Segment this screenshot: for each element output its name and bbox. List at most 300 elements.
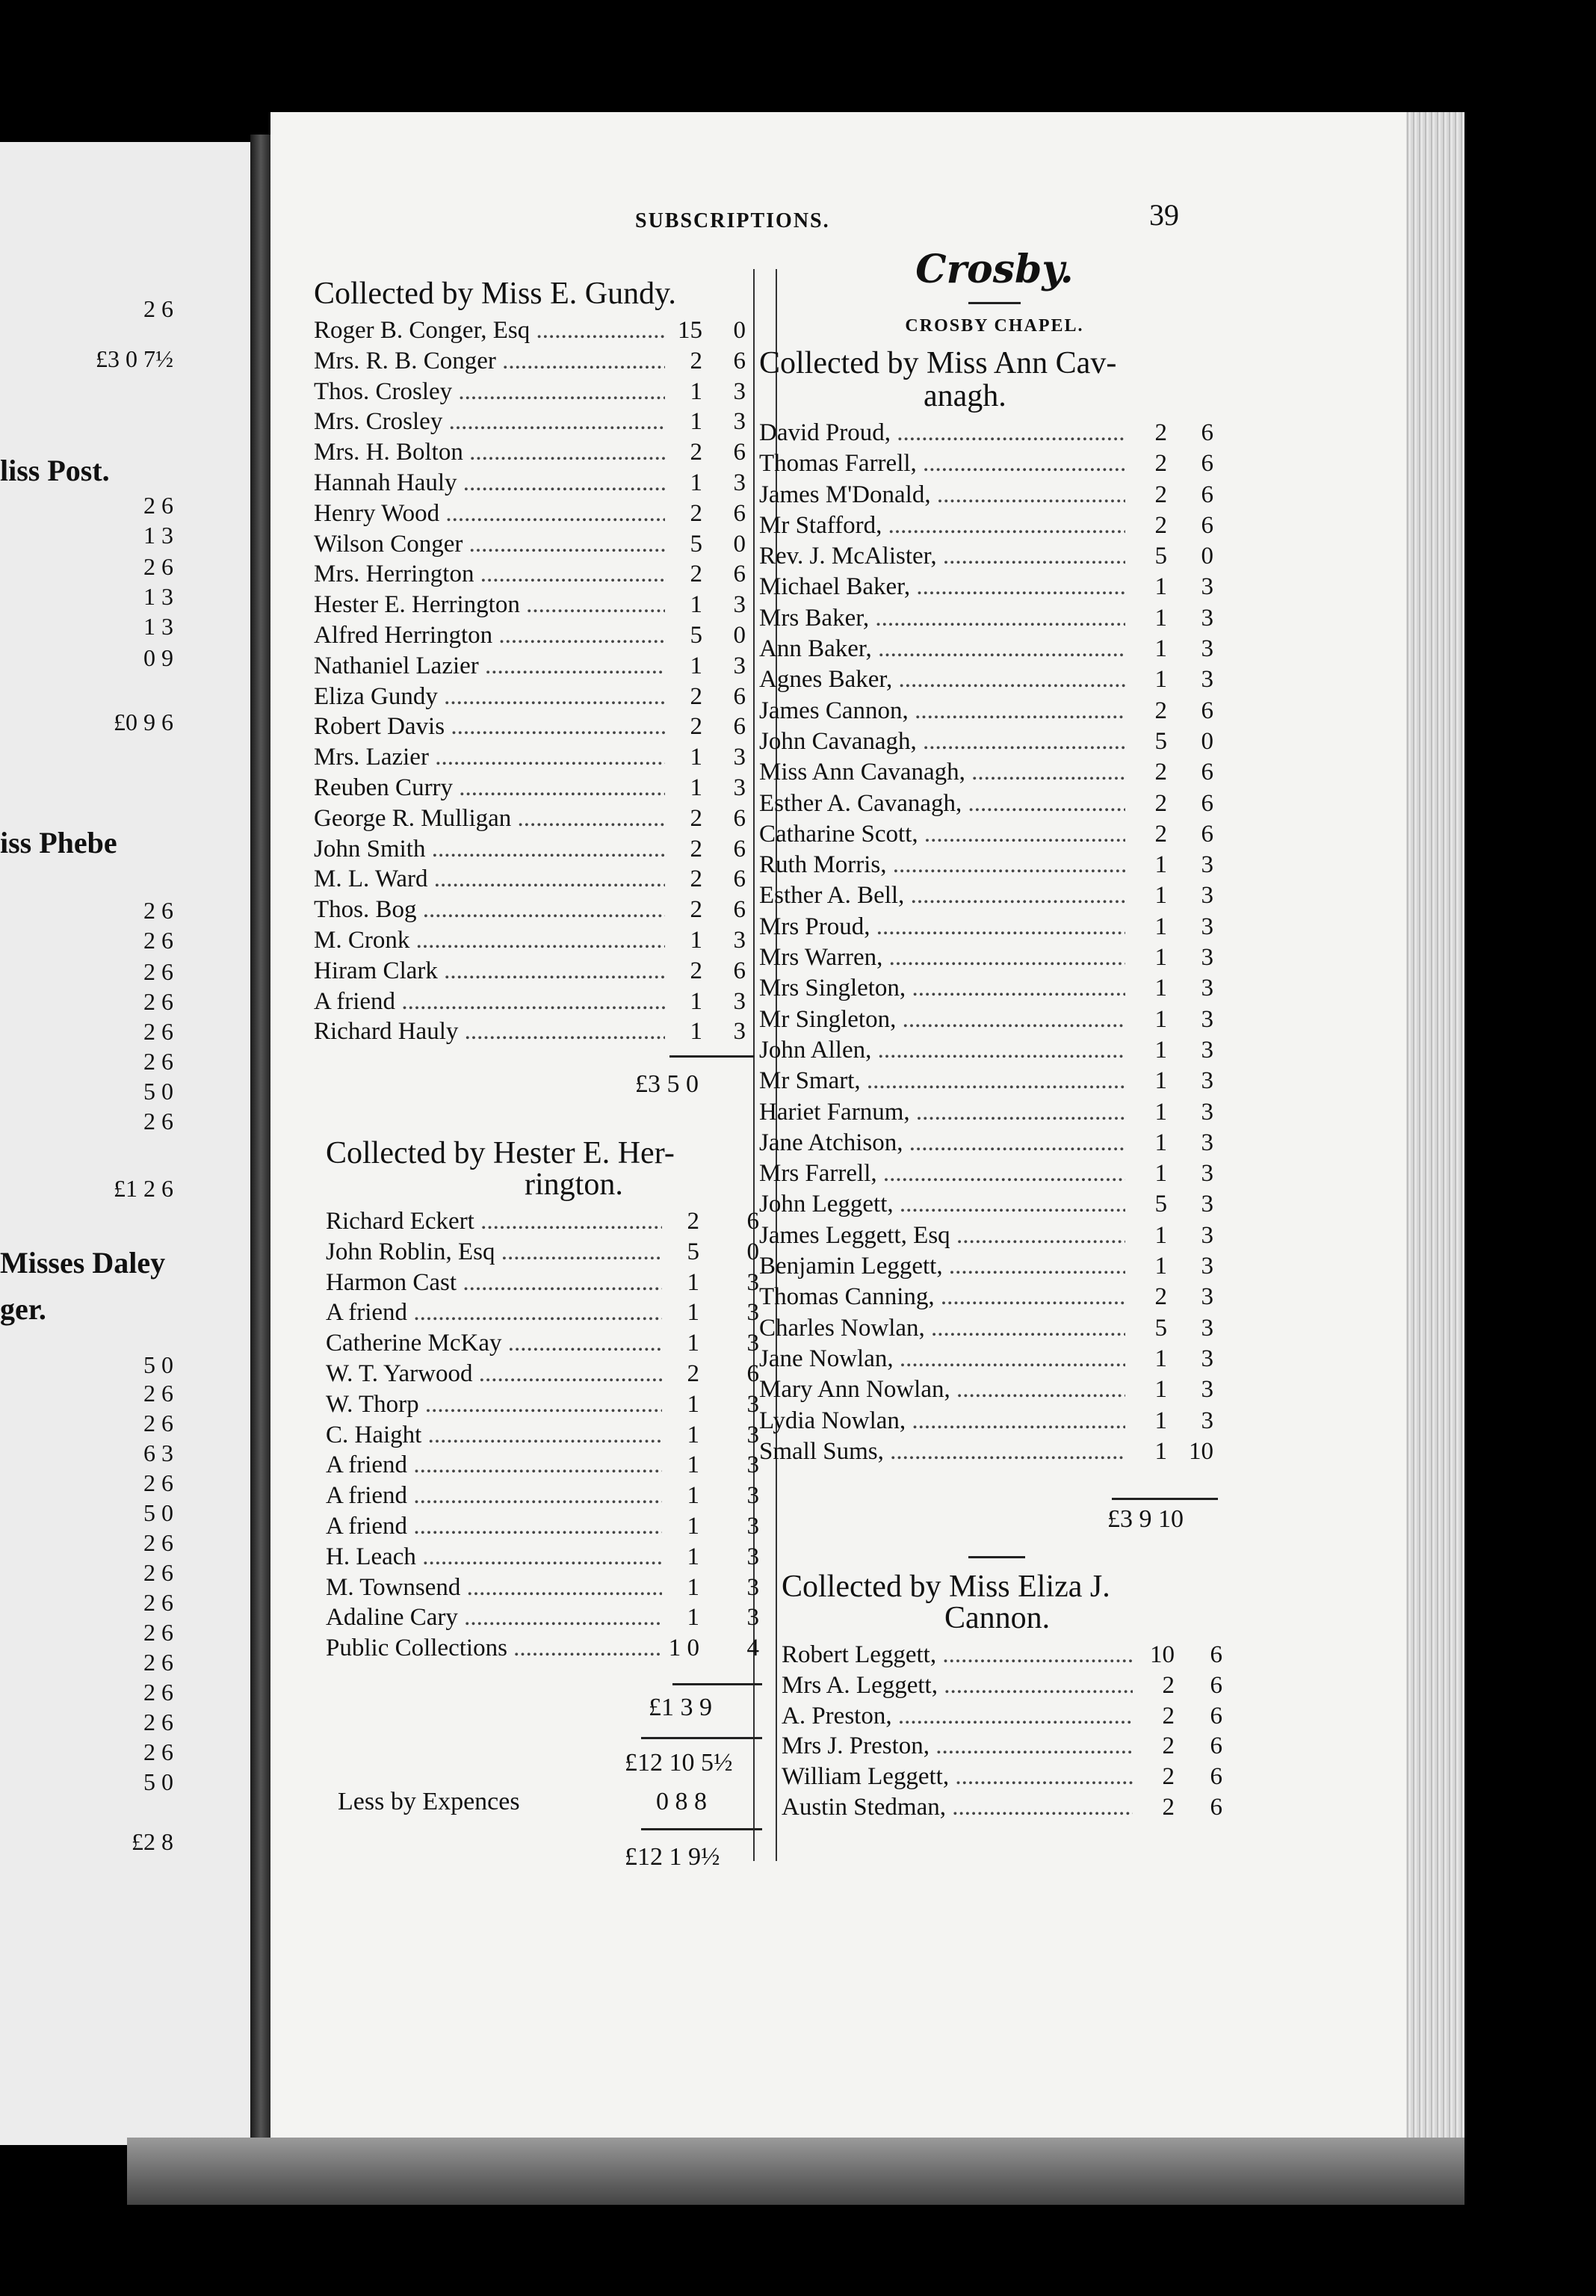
shillings: 5 bbox=[687, 1238, 699, 1265]
pence: 3 bbox=[1201, 1098, 1213, 1126]
left-page-fragment: 2 6 bbox=[143, 1529, 173, 1556]
pence: 3 bbox=[1201, 1345, 1213, 1372]
shillings: 2 bbox=[690, 439, 702, 466]
place-heading-rule bbox=[968, 302, 1021, 304]
pence: 3 bbox=[746, 1390, 759, 1418]
entry-row bbox=[782, 1762, 1230, 1792]
shillings: 15 bbox=[678, 317, 702, 344]
pence: 3 bbox=[746, 1573, 759, 1601]
shillings: 1 bbox=[690, 744, 702, 771]
entry-row bbox=[314, 346, 755, 377]
entry-row bbox=[759, 1344, 1230, 1374]
entry-row bbox=[326, 1297, 767, 1328]
pence: 3 bbox=[1201, 666, 1213, 694]
subscriber-name: A friend ..... bbox=[326, 1450, 662, 1481]
entry-row bbox=[782, 1701, 1230, 1732]
subscriber-name: John Smith ..... bbox=[314, 834, 665, 865]
left-page-fragment: 2 6 bbox=[143, 1709, 173, 1735]
subscriber-name: Mrs J. Preston, ..... bbox=[782, 1731, 1133, 1762]
pence: 3 bbox=[1201, 1283, 1213, 1311]
left-page-fragment: 2 6 bbox=[143, 1679, 173, 1706]
pence: 3 bbox=[733, 408, 746, 436]
pence: 10 bbox=[1189, 1437, 1213, 1465]
pence: 4 bbox=[746, 1635, 759, 1662]
left-page-fragment: 2 6 bbox=[143, 927, 173, 954]
left-page-fragment: ger. bbox=[0, 1292, 46, 1326]
shillings: 2 bbox=[687, 1360, 699, 1387]
pence: 6 bbox=[1210, 1763, 1222, 1791]
subscriber-name: Austin Stedman, ..... bbox=[782, 1792, 1133, 1823]
pence: 3 bbox=[733, 987, 746, 1015]
subscriber-name: H. Leach ..... bbox=[326, 1542, 662, 1573]
subscriber-name: M. Cronk ..... bbox=[314, 925, 665, 956]
entry-row bbox=[782, 1670, 1230, 1701]
shillings: 1 bbox=[1154, 882, 1167, 910]
pence: 3 bbox=[746, 1543, 759, 1570]
shillings: 2 bbox=[1162, 1732, 1175, 1760]
left-page-fragment: 2 6 bbox=[143, 1649, 173, 1676]
pence: 3 bbox=[733, 926, 746, 954]
subscriber-name: Michael Baker, ..... bbox=[759, 572, 1125, 602]
subscriber-name: Small Sums, ..... bbox=[759, 1436, 1125, 1467]
subscriber-name: David Proud, ..... bbox=[759, 418, 1125, 448]
shillings: 2 bbox=[690, 896, 702, 924]
entry-row bbox=[314, 682, 755, 712]
left-page-fragment: £1 2 6 bbox=[114, 1175, 173, 1202]
entry-row bbox=[759, 942, 1230, 973]
entry-row bbox=[759, 1220, 1230, 1251]
pence: 3 bbox=[746, 1451, 759, 1479]
entry-row bbox=[759, 726, 1230, 757]
subscriber-name: Richard Eckert ..... bbox=[326, 1206, 662, 1237]
shillings: 2 bbox=[690, 561, 702, 588]
shillings: 1 bbox=[687, 1543, 699, 1570]
entry-row bbox=[759, 418, 1230, 448]
subscriber-name: Mrs. Lazier ..... bbox=[314, 742, 665, 773]
pence: 6 bbox=[733, 561, 746, 588]
left-page-fragment: 5 0 bbox=[143, 1078, 173, 1105]
subscriber-name: Mrs. Crosley ..... bbox=[314, 407, 665, 437]
entry-row bbox=[759, 696, 1230, 726]
entry-row bbox=[314, 315, 755, 346]
pence: 3 bbox=[733, 377, 746, 405]
entry-row bbox=[326, 1206, 767, 1237]
shillings: 2 bbox=[690, 835, 702, 862]
pence: 3 bbox=[733, 469, 746, 496]
shillings: 2 bbox=[1154, 450, 1167, 478]
pence: 3 bbox=[746, 1512, 759, 1540]
entry-row bbox=[326, 1359, 767, 1389]
book-gutter bbox=[250, 135, 271, 2167]
shillings: 1 bbox=[1154, 1036, 1167, 1064]
subscriber-name: C. Haight ..... bbox=[326, 1420, 662, 1451]
pence: 3 bbox=[1201, 1005, 1213, 1033]
subscriber-name: Richard Hauly ..... bbox=[314, 1016, 665, 1047]
cannon-entries bbox=[782, 1640, 1230, 1823]
pence: 6 bbox=[733, 347, 746, 374]
pence: 6 bbox=[733, 896, 746, 924]
pence: 6 bbox=[1210, 1702, 1222, 1729]
left-page-fragment: 2 6 bbox=[143, 988, 173, 1015]
shillings: 1 bbox=[690, 591, 702, 619]
subscriber-name: Alfred Herrington ..... bbox=[314, 620, 665, 651]
subscriber-name: Jane Nowlan, ..... bbox=[759, 1344, 1125, 1374]
shillings: 1 bbox=[690, 774, 702, 801]
shillings: 2 bbox=[1154, 820, 1167, 848]
entry-row bbox=[326, 1573, 767, 1603]
pence: 3 bbox=[746, 1268, 759, 1296]
pence: 3 bbox=[1201, 604, 1213, 632]
less-expences-label: Less by Expences bbox=[338, 1788, 520, 1815]
entry-row bbox=[759, 1066, 1230, 1096]
entry-row bbox=[326, 1542, 767, 1573]
left-page-fragment: 2 6 bbox=[143, 1018, 173, 1045]
pence: 3 bbox=[1201, 1067, 1213, 1095]
entry-row bbox=[314, 590, 755, 620]
cavanagh-total-rule bbox=[1112, 1498, 1218, 1500]
herrington-grand-rule bbox=[641, 1737, 762, 1739]
section-title-gundy: Collected by Miss E. Gundy. bbox=[314, 277, 676, 311]
left-page-fragment: £2 8 bbox=[132, 1828, 173, 1855]
cannon-heading-rule bbox=[968, 1556, 1025, 1558]
entry-row bbox=[782, 1731, 1230, 1762]
book-bottom-edge bbox=[127, 2138, 1464, 2205]
subscriber-name: A. Preston, ..... bbox=[782, 1701, 1133, 1732]
pence: 6 bbox=[746, 1208, 759, 1235]
entry-row bbox=[314, 803, 755, 834]
shillings: 2 bbox=[690, 499, 702, 527]
entry-row bbox=[759, 480, 1230, 510]
left-page-fragment: iss Phebe bbox=[0, 826, 117, 860]
pence: 3 bbox=[1201, 882, 1213, 910]
pence: 3 bbox=[733, 652, 746, 679]
shillings: 1 bbox=[690, 469, 702, 496]
shillings: 2 bbox=[1162, 1763, 1175, 1791]
shillings: 5 bbox=[1154, 543, 1167, 570]
subscriber-name: Nathaniel Lazier ..... bbox=[314, 651, 665, 682]
subscriber-name: Mrs Farrell, ..... bbox=[759, 1158, 1125, 1189]
pence: 6 bbox=[1210, 1671, 1222, 1699]
pence: 3 bbox=[746, 1299, 759, 1327]
pence: 3 bbox=[1201, 635, 1213, 663]
subscriber-name: James Leggett, Esq ..... bbox=[759, 1220, 1125, 1251]
pence: 6 bbox=[1210, 1793, 1222, 1821]
subscriber-name: Miss Ann Cavanagh, ..... bbox=[759, 757, 1125, 788]
entry-row bbox=[314, 499, 755, 529]
gundy-total: £3 5 0 bbox=[635, 1070, 699, 1098]
shillings: 1 bbox=[1154, 573, 1167, 601]
pence: 3 bbox=[1201, 1221, 1213, 1249]
subscriber-name: Mrs Warren, ..... bbox=[759, 942, 1125, 973]
entry-row bbox=[759, 510, 1230, 541]
subscriber-name: Mrs A. Leggett, ..... bbox=[782, 1670, 1133, 1701]
left-page-fragment: 2 6 bbox=[143, 1410, 173, 1436]
left-page-fragment: 2 6 bbox=[143, 1048, 173, 1075]
pence: 3 bbox=[1201, 1376, 1213, 1404]
left-page-fragment: 5 0 bbox=[143, 1499, 173, 1526]
shillings: 2 bbox=[690, 865, 702, 893]
entry-row bbox=[326, 1268, 767, 1298]
entry-row bbox=[326, 1633, 767, 1664]
shillings: 1 bbox=[1154, 944, 1167, 972]
column-gundy bbox=[314, 277, 755, 1047]
pence: 3 bbox=[1201, 913, 1213, 940]
shillings: 1 bbox=[1154, 1221, 1167, 1249]
subscriber-name: M. L. Ward ..... bbox=[314, 864, 665, 895]
left-page-fragment: 2 6 bbox=[143, 553, 173, 580]
subscriber-name: Hannah Hauly ..... bbox=[314, 468, 665, 499]
shillings: 2 bbox=[690, 682, 702, 710]
subscriber-name: M. Townsend ..... bbox=[326, 1573, 662, 1603]
shillings: 2 bbox=[1154, 419, 1167, 446]
column-cannon bbox=[782, 1570, 1230, 1823]
pence: 6 bbox=[1201, 820, 1213, 848]
section-title-herrington-2: rington. bbox=[525, 1167, 623, 1202]
subscriber-name: A friend ..... bbox=[326, 1297, 662, 1328]
pence: 3 bbox=[1201, 1314, 1213, 1342]
entry-row bbox=[759, 880, 1230, 911]
left-page-fragment: liss Post. bbox=[0, 454, 110, 487]
section-title-herrington-1: Collected by Hester E. Her- bbox=[326, 1136, 675, 1170]
entry-row bbox=[314, 620, 755, 651]
shillings: 1 bbox=[1154, 604, 1167, 632]
shillings: 1 bbox=[1154, 666, 1167, 694]
pence: 6 bbox=[733, 957, 746, 984]
pence: 6 bbox=[733, 865, 746, 893]
subscriber-name: Mary Ann Nowlan, ..... bbox=[759, 1374, 1125, 1405]
entry-row bbox=[314, 559, 755, 590]
shillings: 2 bbox=[1162, 1793, 1175, 1821]
shillings: 1 bbox=[690, 1018, 702, 1046]
left-page-fragment: 5 0 bbox=[143, 1768, 173, 1795]
subscriber-name: Mrs Singleton, ..... bbox=[759, 973, 1125, 1004]
subscriber-name: A friend ..... bbox=[314, 987, 665, 1017]
subscriber-name: Mr Stafford, ..... bbox=[759, 510, 1125, 541]
pence: 3 bbox=[746, 1482, 759, 1510]
entry-row bbox=[759, 603, 1230, 634]
shillings: 1 bbox=[687, 1330, 699, 1357]
subscriber-name: Lydia Nowlan, ..... bbox=[759, 1406, 1125, 1436]
subscriber-name: W. T. Yarwood ..... bbox=[326, 1359, 662, 1389]
entry-row bbox=[314, 712, 755, 742]
subscriber-name: Mrs. H. Bolton ..... bbox=[314, 437, 665, 468]
left-page-fragment: 1 3 bbox=[143, 613, 173, 640]
pence: 3 bbox=[733, 1018, 746, 1046]
subscriber-name: George R. Mulligan ..... bbox=[314, 803, 665, 834]
shillings: 2 bbox=[1154, 481, 1167, 508]
subscriber-name: Rev. J. McAlister, ..... bbox=[759, 541, 1125, 572]
shillings: 2 bbox=[690, 957, 702, 984]
subscriber-name: Thomas Farrell, ..... bbox=[759, 448, 1125, 479]
entry-row bbox=[314, 437, 755, 468]
entry-row bbox=[759, 789, 1230, 819]
herrington-net: £12 1 9½ bbox=[625, 1843, 720, 1871]
shillings: 5 bbox=[1154, 1191, 1167, 1218]
entry-row bbox=[314, 895, 755, 925]
subscriber-name: Esther A. Bell, ..... bbox=[759, 880, 1125, 911]
subscriber-name: Ruth Morris, ..... bbox=[759, 850, 1125, 880]
pence: 3 bbox=[1201, 573, 1213, 601]
shillings: 1 bbox=[1154, 1376, 1167, 1404]
entry-row bbox=[759, 819, 1230, 850]
shillings: 1 bbox=[1154, 1129, 1167, 1156]
left-page-fragment: 2 6 bbox=[143, 1559, 173, 1586]
left-page-fragment: £3 0 7½ bbox=[96, 345, 173, 372]
entry-row bbox=[759, 1035, 1230, 1066]
pence: 0 bbox=[1201, 727, 1213, 755]
left-page-fragment: 2 6 bbox=[143, 958, 173, 985]
entry-row bbox=[759, 1097, 1230, 1128]
pence: 6 bbox=[733, 499, 746, 527]
pence: 6 bbox=[1201, 481, 1213, 508]
shillings: 1 bbox=[690, 652, 702, 679]
column-crosby bbox=[759, 247, 1230, 1467]
left-page-fragment: Misses Daley bbox=[0, 1246, 166, 1280]
pence: 3 bbox=[1201, 1129, 1213, 1156]
pence: 3 bbox=[746, 1421, 759, 1448]
pence: 0 bbox=[733, 317, 746, 344]
herrington-net-rule bbox=[641, 1828, 762, 1830]
pence: 6 bbox=[733, 835, 746, 862]
entry-row bbox=[759, 973, 1230, 1004]
entry-row bbox=[326, 1602, 767, 1633]
pence: 6 bbox=[733, 713, 746, 741]
subscriber-name: William Leggett, ..... bbox=[782, 1762, 1133, 1792]
entry-row bbox=[314, 468, 755, 499]
entry-row bbox=[759, 448, 1230, 479]
entry-row bbox=[759, 1128, 1230, 1158]
pence: 3 bbox=[1201, 944, 1213, 972]
shillings: 1 bbox=[1154, 1345, 1167, 1372]
entry-row bbox=[326, 1237, 767, 1268]
shillings: 1 bbox=[687, 1451, 699, 1479]
subscriber-name: Esther A. Cavanagh, ..... bbox=[759, 789, 1125, 819]
pence: 3 bbox=[1201, 1407, 1213, 1434]
shillings: 1 0 bbox=[668, 1635, 699, 1662]
shillings: 2 bbox=[1162, 1702, 1175, 1729]
entry-row bbox=[759, 572, 1230, 602]
subscriber-name: Thomas Canning, ..... bbox=[759, 1282, 1125, 1312]
shillings: 1 bbox=[687, 1268, 699, 1296]
pence: 3 bbox=[746, 1330, 759, 1357]
shillings: 1 bbox=[690, 408, 702, 436]
herrington-entries bbox=[326, 1206, 767, 1664]
pence: 3 bbox=[746, 1604, 759, 1632]
subscriber-name: Robert Davis ..... bbox=[314, 712, 665, 742]
subscriber-name: Robert Leggett, ..... bbox=[782, 1640, 1133, 1670]
pence: 3 bbox=[733, 591, 746, 619]
pence: 6 bbox=[1201, 759, 1213, 786]
shillings: 1 bbox=[1154, 1160, 1167, 1188]
subscriber-name: Mr Smart, ..... bbox=[759, 1066, 1125, 1096]
subscriber-name: John Leggett, ..... bbox=[759, 1189, 1125, 1220]
entry-row bbox=[759, 541, 1230, 572]
shillings: 1 bbox=[687, 1573, 699, 1601]
left-page-fragment: 2 6 bbox=[143, 1589, 173, 1616]
shillings: 5 bbox=[1154, 727, 1167, 755]
entry-row bbox=[314, 529, 755, 560]
left-page-fragment: 0 9 bbox=[143, 644, 173, 671]
shillings: 1 bbox=[687, 1512, 699, 1540]
shillings: 1 bbox=[1154, 975, 1167, 1002]
entry-row bbox=[326, 1328, 767, 1359]
left-page-fragment: 1 3 bbox=[143, 522, 173, 549]
subscriber-name: Reuben Curry ..... bbox=[314, 773, 665, 803]
shillings: 1 bbox=[1154, 851, 1167, 879]
left-page-fragment: 2 6 bbox=[143, 1380, 173, 1407]
entry-row bbox=[759, 1313, 1230, 1344]
pence: 3 bbox=[1201, 1253, 1213, 1280]
entry-row bbox=[326, 1420, 767, 1451]
shillings: 2 bbox=[1154, 1283, 1167, 1311]
entry-row bbox=[314, 377, 755, 407]
pence: 3 bbox=[733, 774, 746, 801]
entry-row bbox=[314, 407, 755, 437]
shillings: 1 bbox=[1154, 1098, 1167, 1126]
entry-row bbox=[759, 1189, 1230, 1220]
shillings: 1 bbox=[687, 1421, 699, 1448]
entry-row bbox=[759, 850, 1230, 880]
shillings: 10 bbox=[1150, 1641, 1175, 1668]
pence: 6 bbox=[1201, 789, 1213, 817]
entry-row bbox=[759, 634, 1230, 664]
pence: 6 bbox=[1201, 419, 1213, 446]
subscriber-name: James M'Donald, ..... bbox=[759, 480, 1125, 510]
entry-row bbox=[326, 1511, 767, 1542]
shillings: 1 bbox=[1154, 1437, 1167, 1465]
entry-row bbox=[759, 1282, 1230, 1312]
subscriber-name: Eliza Gundy ..... bbox=[314, 682, 665, 712]
section-title-cannon-2: Cannon. bbox=[944, 1601, 1051, 1635]
shillings: 1 bbox=[690, 987, 702, 1015]
subscriber-name: Charles Nowlan, ..... bbox=[759, 1313, 1125, 1344]
pence: 0 bbox=[1201, 543, 1213, 570]
shillings: 2 bbox=[1162, 1671, 1175, 1699]
left-page-fragment: 2 6 bbox=[143, 1469, 173, 1496]
entry-row bbox=[314, 864, 755, 895]
pence: 3 bbox=[1201, 851, 1213, 879]
entry-row bbox=[759, 1251, 1230, 1282]
subscriber-name: Wilson Conger ..... bbox=[314, 529, 665, 560]
entry-row bbox=[759, 757, 1230, 788]
entry-row bbox=[759, 1374, 1230, 1405]
entry-row bbox=[759, 1004, 1230, 1035]
subscriber-name: Catharine Scott, ..... bbox=[759, 819, 1125, 850]
left-page-fragment: 2 6 bbox=[143, 1619, 173, 1646]
left-page-fragment: £0 9 6 bbox=[114, 709, 173, 735]
subscriber-name: Hester E. Herrington ..... bbox=[314, 590, 665, 620]
pence: 6 bbox=[1201, 450, 1213, 478]
pence: 6 bbox=[733, 804, 746, 832]
subscriber-name: Thos. Bog ..... bbox=[314, 895, 665, 925]
shillings: 2 bbox=[687, 1208, 699, 1235]
subscriber-name: John Cavanagh, ..... bbox=[759, 726, 1125, 757]
entry-row bbox=[314, 987, 755, 1017]
column-herrington bbox=[326, 1136, 767, 1664]
shillings: 1 bbox=[687, 1604, 699, 1632]
shillings: 1 bbox=[1154, 1067, 1167, 1095]
subscriber-name: Thos. Crosley ..... bbox=[314, 377, 665, 407]
left-page-fragment: 2 6 bbox=[143, 492, 173, 519]
place-heading: Crosby. bbox=[915, 247, 1074, 292]
subscriber-name: Catherine McKay ..... bbox=[326, 1328, 662, 1359]
left-page bbox=[0, 142, 250, 2145]
shillings: 1 bbox=[1154, 1407, 1167, 1434]
left-page-fragment: 2 6 bbox=[143, 1108, 173, 1135]
pence: 6 bbox=[733, 682, 746, 710]
subscriber-name: John Roblin, Esq ..... bbox=[326, 1237, 662, 1268]
entry-row bbox=[314, 834, 755, 865]
